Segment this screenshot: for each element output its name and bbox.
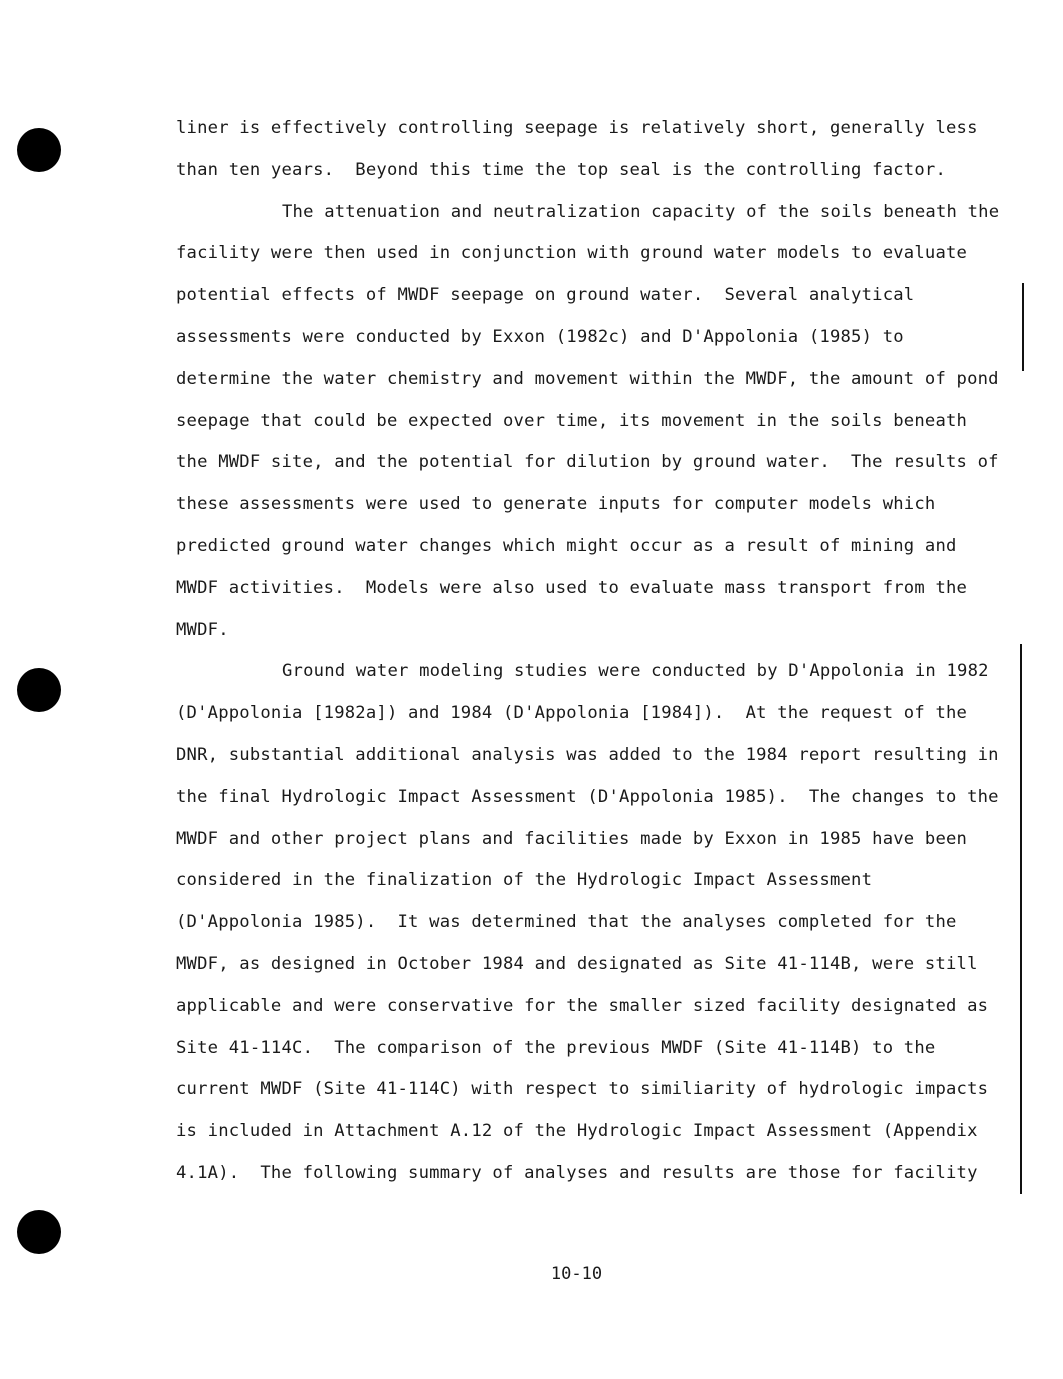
text-line: Ground water modeling studies were conducted by D'Appolonia in 1982 bbox=[282, 661, 989, 682]
revision-bar bbox=[1020, 644, 1022, 1194]
text-line: MWDF activities. Models were also used to evaluate mass transport from the bbox=[176, 577, 968, 598]
text-line: applicable and were conservative for the smaller sized facility designated as bbox=[176, 995, 989, 1016]
text-line: MWDF and other project plans and facilities made by Exxon in 1985 have been bbox=[176, 828, 968, 849]
text-line: The attenuation and neutralization capacity of the soils beneath the bbox=[282, 201, 1000, 222]
text-line: these assessments were used to generate inputs for computer models which bbox=[176, 494, 936, 515]
text-line: (D'Appolonia [1982a]) and 1984 (D'Appolonia [1984]). At the request of the bbox=[176, 703, 968, 724]
page-number: 10-10 bbox=[550, 1264, 603, 1284]
text-line: MWDF, as designed in October 1984 and designated as Site 41-114B, were still bbox=[176, 953, 978, 974]
text-line: DNR, substantial additional analysis was added to the 1984 report resulting in bbox=[176, 744, 999, 765]
revision-bar bbox=[1022, 283, 1024, 371]
text-line: 4.1A). The following summary of analyses and results are those for facility bbox=[176, 1162, 978, 1183]
body-text bbox=[176, 108, 1006, 1195]
text-line: seepage that could be expected over time, its movement in the soils beneath bbox=[176, 410, 968, 431]
text-line: MWDF. bbox=[176, 619, 229, 640]
text-line: facility were then used in conjunction with ground water models to evaluate bbox=[176, 243, 968, 264]
text-line: the final Hydrologic Impact Assessment (D'Appolonia 1985). The changes to the bbox=[176, 786, 999, 807]
binder-hole bbox=[17, 1210, 61, 1254]
text-line: liner is effectively controlling seepage is relatively short, generally less bbox=[176, 118, 978, 138]
text-line: determine the water chemistry and movement within the MWDF, the amount of pond bbox=[176, 368, 999, 389]
binder-hole bbox=[17, 128, 61, 172]
text-line: predicted ground water changes which might occur as a result of mining and bbox=[176, 535, 957, 556]
text-line: Site 41-114C. The comparison of the previous MWDF (Site 41-114B) to the bbox=[176, 1037, 936, 1058]
text-line: is included in Attachment A.12 of the Hydrologic Impact Assessment (Appendix bbox=[176, 1121, 978, 1142]
text-line: than ten years. Beyond this time the top seal is the controlling factor. bbox=[176, 159, 946, 180]
text-line: current MWDF (Site 41-114C) with respect to similiarity of hydrologic impacts bbox=[176, 1079, 989, 1100]
text-line: considered in the finalization of the Hydrologic Impact Assessment bbox=[176, 870, 873, 891]
text-line: the MWDF site, and the potential for dilution by ground water. The results of bbox=[176, 452, 999, 473]
text-line: potential effects of MWDF seepage on ground water. Several analytical bbox=[176, 285, 915, 306]
binder-hole bbox=[17, 668, 61, 712]
text-line: assessments were conducted by Exxon (1982c) and D'Appolonia (1985) to bbox=[176, 326, 904, 347]
text-line: (D'Appolonia 1985). It was determined that the analyses completed for the bbox=[176, 912, 957, 933]
